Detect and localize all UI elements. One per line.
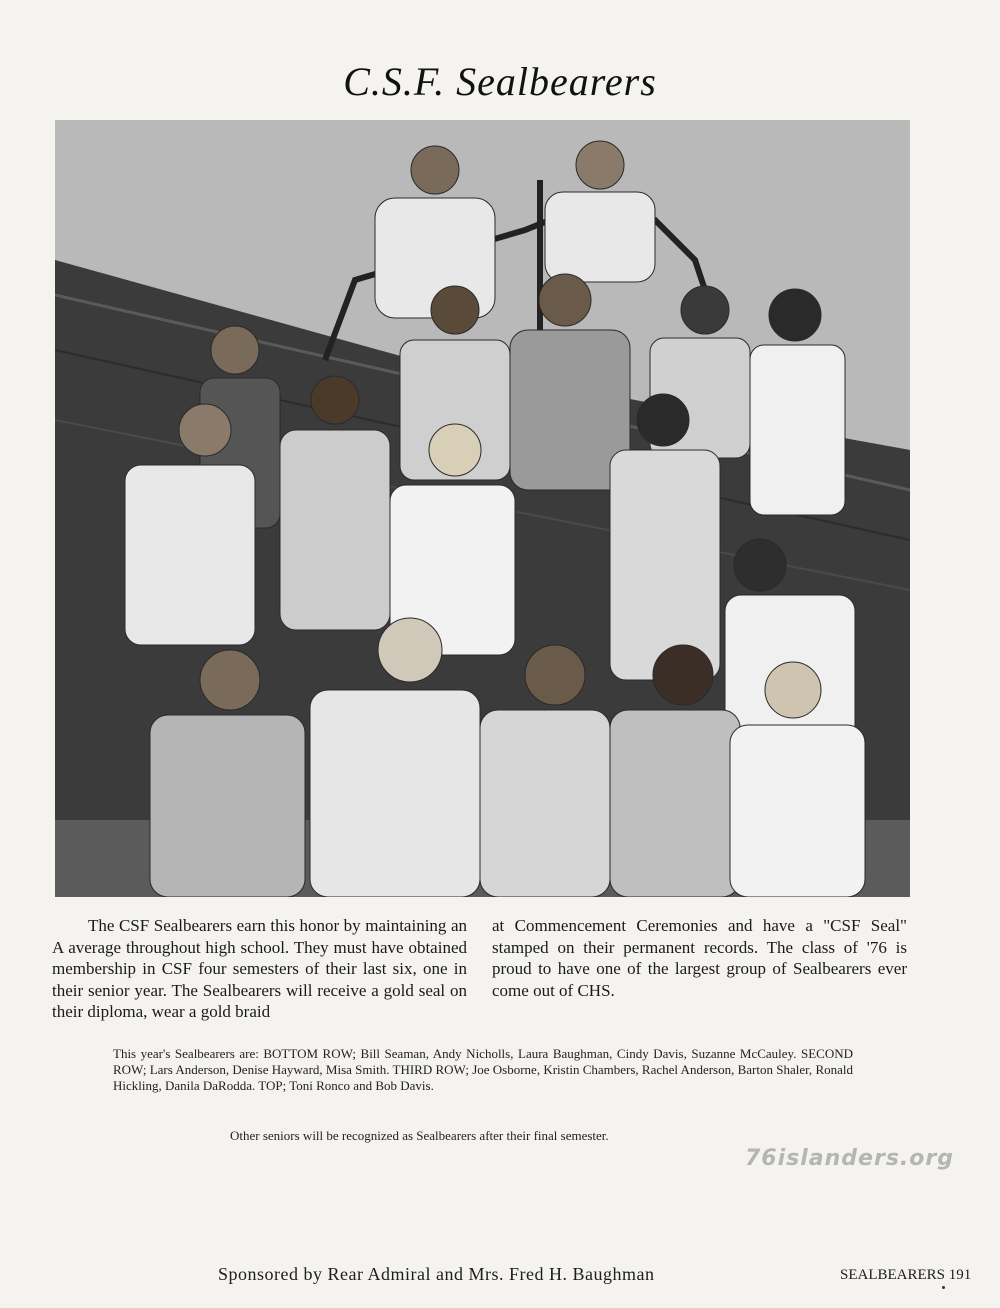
photo-caption: This year's Sealbearers are: BOTTOM ROW; Bill Seaman, Andy Nicholls, Laura Baughman, Cindy Davis, Suzanne McCauley. SECOND ROW; Lars Anderson, Denise Hayward, Misa Smith. THIRD ROW; Joe Osborne, Kristin Chambers, Rachel Anderson, Barton Shaler, Ronald Hickling, Danila DaRodda. TOP; Toni Ronco and Bob Davis.	[113, 1046, 853, 1093]
body-text-right: at Commencement Ceremonies and have a "CSF Seal" stamped on their permanent records. The class of '76 is proud to have one of the largest group of Sealbearers ever come out of CHS.	[492, 916, 907, 1000]
page-title: C.S.F. Sealbearers	[343, 59, 657, 104]
page-dot	[942, 1286, 945, 1289]
body-text-left: The CSF Sealbearers earn this honor by maintaining an A average throughout high school. They must have obtained membership in CSF four semesters of their last six, one in their senior year. The Sealbearers will receive a gold seal on their diploma, wear a gold braid	[52, 916, 467, 1021]
watermark: 76islanders.org	[745, 1146, 954, 1171]
page-label: SEALBEARERS 191	[840, 1267, 972, 1283]
sponsor-line: Sponsored by Rear Admiral and Mrs. Fred H. Baughman	[218, 1264, 655, 1284]
other-seniors-note: Other seniors will be recognized as Sealbearers after their final semester.	[230, 1128, 609, 1143]
group-photo	[55, 120, 910, 897]
